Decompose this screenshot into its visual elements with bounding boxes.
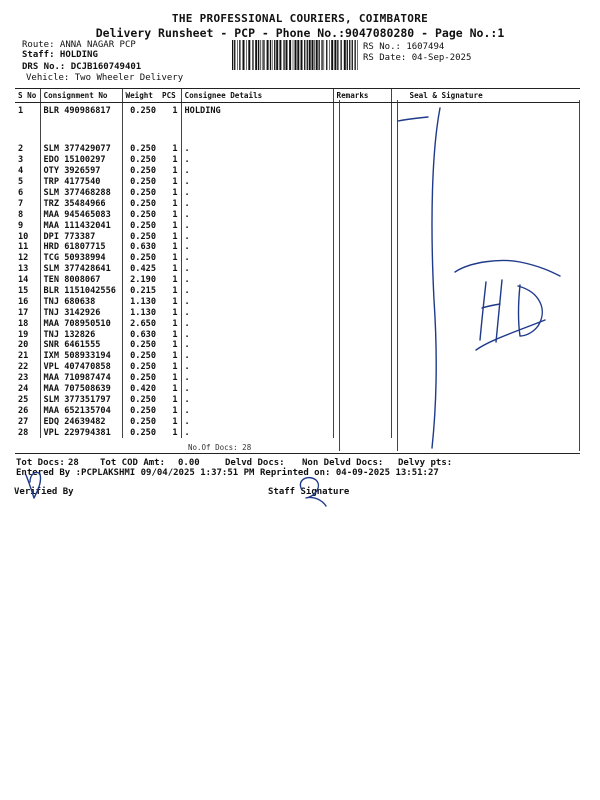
seal-cell (391, 362, 580, 373)
table-row (15, 416, 580, 427)
seal-cell (391, 307, 580, 318)
route-label: Route: ANNA NAGAR PCP (22, 40, 136, 50)
consignment-cell: MAA 707508639 (40, 384, 122, 395)
consignee-cell: . (181, 307, 333, 318)
remarks-cell (333, 242, 391, 253)
consignment-cell: HRD 61807715 (40, 242, 122, 253)
sno-cell: 22 (18, 362, 29, 373)
weight-cell: 1.130 (122, 307, 159, 318)
weight-cell: 0.250 (122, 198, 159, 209)
col-header-remarks: Remarks (333, 89, 391, 103)
consignment-cell: DPI 773387 (40, 231, 122, 242)
consignee-cell: . (181, 405, 333, 416)
pcs-cell: 1 (172, 242, 178, 253)
table-row (15, 220, 580, 231)
seal-cell (391, 416, 580, 427)
table-row (15, 384, 580, 395)
col-header-sno: S No (15, 89, 40, 103)
delvd-docs-label: Delvd Docs: (225, 458, 285, 468)
col-header-pcs: PCS (159, 89, 181, 103)
weight-cell: 2.650 (122, 318, 159, 329)
remarks-divider (339, 100, 340, 451)
consignee-cell: . (181, 427, 333, 438)
remarks-cell (333, 275, 391, 286)
consignee-cell: . (181, 155, 333, 166)
consignment-cell: SLM 377468288 (40, 188, 122, 199)
weight-cell: 0.420 (122, 384, 159, 395)
consignment-cell: BLR 490986817 (40, 103, 122, 145)
table-row (15, 177, 580, 188)
sno-cell: 14 (18, 275, 29, 286)
weight-cell: 0.250 (122, 427, 159, 438)
seal-cell (391, 373, 580, 384)
consignment-cell: TNJ 132826 (40, 329, 122, 340)
seal-cell (391, 318, 580, 329)
pcs-cell: 1 (172, 286, 178, 297)
sno-cell: 25 (18, 394, 29, 405)
table-row (15, 307, 580, 318)
pcs-cell: 1 (172, 209, 178, 220)
seal-cell (391, 177, 580, 188)
sno-cell: 23 (18, 373, 29, 384)
weight-cell: 0.250 (122, 220, 159, 231)
table-row (15, 329, 580, 340)
consignee-cell: . (181, 286, 333, 297)
tot-cod-label: Tot COD Amt: (100, 458, 166, 468)
weight-cell: 0.630 (122, 242, 159, 253)
reprinted-on: Reprinted on: 04-09-2025 13:51:27 (260, 468, 439, 478)
consignment-cell: EDO 15100297 (40, 155, 122, 166)
staff-signature: Staff Signature (268, 487, 350, 497)
consignment-cell: MAA 708950510 (40, 318, 122, 329)
remarks-cell (333, 394, 391, 405)
table-row (15, 394, 580, 405)
consignee-cell: . (181, 394, 333, 405)
seal-cell (391, 220, 580, 231)
weight-cell: 0.250 (122, 103, 159, 145)
consignment-cell: TCG 50938994 (40, 253, 122, 264)
consignee-cell: . (181, 198, 333, 209)
footer-rule (15, 453, 580, 454)
weight-cell: 0.630 (122, 329, 159, 340)
consignment-cell: MAA 652135704 (40, 405, 122, 416)
no-of-docs: No.Of Docs: 28 (188, 443, 252, 452)
remarks-cell (333, 296, 391, 307)
sno-cell: 7 (18, 198, 24, 209)
remarks-cell (333, 166, 391, 177)
weight-cell: 0.215 (122, 286, 159, 297)
pcs-cell: 1 (172, 373, 178, 384)
seal-cell (391, 144, 580, 155)
sno-cell: 18 (18, 318, 29, 329)
verified-by: Verified By (14, 487, 74, 497)
sno-cell: 13 (18, 264, 29, 275)
remarks-cell (333, 351, 391, 362)
consignee-cell: . (181, 351, 333, 362)
pcs-cell: 1 (172, 220, 178, 231)
remarks-cell (333, 405, 391, 416)
consignee-cell: . (181, 264, 333, 275)
weight-cell: 0.250 (122, 351, 159, 362)
consignment-cell: TNJ 3142926 (40, 307, 122, 318)
remarks-cell (333, 416, 391, 427)
runsheet-title: Delivery Runsheet - PCP - Phone No.:9047080280 - Page No.:1 (95, 26, 505, 40)
pcs-cell: 1 (172, 188, 178, 198)
pcs-cell: 1 (172, 362, 178, 373)
sno-cell: 11 (18, 242, 29, 253)
seal-cell (391, 198, 580, 209)
consignee-cell: . (181, 253, 333, 264)
sno-cell: 24 (18, 384, 29, 395)
sno-cell: 15 (18, 286, 29, 297)
remarks-cell (333, 318, 391, 329)
consignment-cell: TRZ 35484966 (40, 198, 122, 209)
right-border (579, 100, 580, 451)
col-header-consignment: Consignment No (40, 89, 122, 103)
sno-cell: 3 (18, 155, 24, 166)
remarks-cell (333, 362, 391, 373)
table-row (15, 155, 580, 166)
consignment-cell: MAA 945465083 (40, 209, 122, 220)
pcs-cell: 1 (172, 318, 178, 329)
table-row (15, 373, 580, 384)
sno-cell: 10 (18, 231, 29, 242)
seal-cell (391, 394, 580, 405)
weight-cell: 0.250 (122, 155, 159, 166)
consignee-cell: . (181, 373, 333, 384)
sno-cell: 8 (18, 209, 24, 220)
pcs-cell: 1 (172, 177, 178, 188)
remarks-cell (333, 373, 391, 384)
rs-number: RS No.: 1607494 (363, 42, 445, 52)
sno-cell: 21 (18, 351, 29, 362)
pcs-cell: 1 (172, 384, 178, 395)
remarks-cell (333, 307, 391, 318)
table-row (15, 275, 580, 286)
consignee-cell: . (181, 318, 333, 329)
consignment-table (15, 88, 580, 438)
seal-cell (391, 242, 580, 253)
weight-cell: 0.250 (122, 405, 159, 416)
sno-cell: 12 (18, 253, 29, 264)
drs-number: DRS No.: DCJB160749401 (22, 62, 142, 72)
consignment-cell: TNJ 680638 (40, 296, 122, 307)
consignee-cell: . (181, 177, 333, 188)
weight-cell: 0.250 (122, 394, 159, 405)
seal-cell (391, 275, 580, 286)
table-row (15, 242, 580, 253)
consignment-cell: MAA 710987474 (40, 373, 122, 384)
col-header-weight: Weight (122, 89, 159, 103)
sno-cell: 17 (18, 307, 29, 318)
vehicle-label: Vehicle: Two Wheeler Delivery (26, 73, 184, 83)
remarks-cell (333, 155, 391, 166)
col-header-seal-signature: Seal & Signature (391, 89, 580, 103)
table-row (15, 351, 580, 362)
consignment-cell: SLM 377429077 (40, 144, 122, 155)
consignee-cell: . (181, 340, 333, 351)
seal-cell (391, 427, 580, 438)
consignee-cell: . (181, 384, 333, 395)
consignee-cell: . (181, 231, 333, 242)
weight-cell: 0.250 (122, 188, 159, 199)
weight-cell: 2.190 (122, 275, 159, 286)
table-row (15, 144, 580, 155)
table-row (15, 427, 580, 438)
seal-cell (391, 264, 580, 275)
seal-cell (391, 253, 580, 264)
consignment-cell: VPL 229794381 (40, 427, 122, 438)
remarks-cell (333, 384, 391, 395)
remarks-cell (333, 220, 391, 231)
table-row (15, 264, 580, 275)
consignee-cell: . (181, 242, 333, 253)
seal-cell (391, 188, 580, 199)
seal-cell (391, 351, 580, 362)
pcs-cell: 1 (172, 275, 178, 286)
sno-cell: 20 (18, 340, 29, 351)
pcs-cell: 1 (172, 231, 178, 242)
consignee-cell: . (181, 416, 333, 427)
pcs-cell: 1 (172, 405, 178, 416)
sno-cell: 4 (18, 166, 24, 177)
delvy-pts-label: Delvy pts: (398, 458, 453, 468)
consignee-cell: . (181, 296, 333, 307)
seal-divider (397, 100, 398, 451)
seal-cell (391, 296, 580, 307)
barcode-icon (232, 40, 360, 70)
consignment-cell: OTY 3926597 (40, 166, 122, 177)
consignee-cell: . (181, 275, 333, 286)
weight-cell: 1.130 (122, 296, 159, 307)
remarks-cell (333, 427, 391, 438)
remarks-cell (333, 329, 391, 340)
weight-cell: 0.250 (122, 253, 159, 264)
remarks-cell (333, 198, 391, 209)
consignee-cell: HOLDING (181, 103, 333, 145)
entered-by: Entered By :PCPLAKSHMI 09/04/2025 1:37:51 PM (16, 468, 255, 478)
remarks-cell (333, 103, 391, 145)
sno-cell: 16 (18, 296, 29, 307)
table-row (15, 296, 580, 307)
remarks-cell (333, 177, 391, 188)
seal-cell (391, 384, 580, 395)
rs-date: RS Date: 04-Sep-2025 (363, 53, 472, 63)
weight-cell: 0.250 (122, 416, 159, 427)
sno-cell: 1 (18, 106, 24, 116)
consignment-cell: TRP 4177540 (40, 177, 122, 188)
non-delvd-docs-label: Non Delvd Docs: (302, 458, 384, 468)
remarks-cell (333, 209, 391, 220)
sno-cell: 19 (18, 329, 29, 340)
table-row (15, 318, 580, 329)
pcs-cell: 1 (172, 307, 178, 318)
table-row (15, 188, 580, 199)
table-row (15, 253, 580, 264)
seal-cell (391, 286, 580, 297)
pcs-cell: 1 (172, 166, 178, 177)
weight-cell: 0.250 (122, 166, 159, 177)
consignee-cell: . (181, 166, 333, 177)
pcs-cell: 1 (172, 394, 178, 405)
remarks-cell (333, 188, 391, 199)
consignment-cell: TEN 8008067 (40, 275, 122, 286)
pcs-cell: 1 (172, 340, 178, 351)
table-row (15, 231, 580, 242)
consignee-cell: . (181, 329, 333, 340)
staff-label: Staff: HOLDING (22, 50, 98, 60)
sno-cell: 6 (18, 188, 24, 198)
sno-cell: 26 (18, 405, 29, 416)
pcs-cell: 1 (172, 427, 178, 438)
seal-cell (391, 231, 580, 242)
pcs-cell: 1 (172, 351, 178, 362)
consignment-cell: SLM 377351797 (40, 394, 122, 405)
consignment-cell: IXM 508933194 (40, 351, 122, 362)
remarks-cell (333, 264, 391, 275)
table-row (15, 340, 580, 351)
pcs-cell: 1 (172, 106, 178, 116)
seal-cell (391, 405, 580, 416)
sno-cell: 28 (18, 427, 29, 438)
tot-docs-label: Tot Docs: (16, 458, 65, 468)
remarks-cell (333, 231, 391, 242)
consignment-cell: SNR 6461555 (40, 340, 122, 351)
table-row (15, 198, 580, 209)
remarks-cell (333, 144, 391, 155)
seal-cell (391, 209, 580, 220)
pcs-cell: 1 (172, 329, 178, 340)
table-header-row (15, 89, 580, 103)
weight-cell: 0.250 (122, 209, 159, 220)
col-header-consignee: Consignee Details (181, 89, 333, 103)
company-name: THE PROFESSIONAL COURIERS, COIMBATORE (171, 12, 429, 25)
consignment-cell: MAA 111432041 (40, 220, 122, 231)
weight-cell: 0.250 (122, 144, 159, 155)
weight-cell: 0.250 (122, 362, 159, 373)
weight-cell: 0.250 (122, 177, 159, 188)
consignment-cell: VPL 407470858 (40, 362, 122, 373)
remarks-cell (333, 253, 391, 264)
consignment-cell: SLM 377428641 (40, 264, 122, 275)
table-row (15, 209, 580, 220)
sno-cell: 9 (18, 220, 24, 231)
table-row (15, 405, 580, 416)
seal-cell (391, 103, 580, 145)
consignment-cell: BLR 1151042556 (40, 286, 122, 297)
sno-cell: 5 (18, 177, 24, 188)
seal-cell (391, 340, 580, 351)
consignee-cell: . (181, 144, 333, 155)
tot-docs-value: 28 (68, 458, 79, 468)
pcs-cell: 1 (172, 144, 178, 155)
consignee-cell: . (181, 220, 333, 231)
seal-cell (391, 329, 580, 340)
pcs-cell: 1 (172, 416, 178, 427)
table-row (15, 362, 580, 373)
weight-cell: 0.425 (122, 264, 159, 275)
pcs-cell: 1 (172, 264, 178, 275)
remarks-cell (333, 340, 391, 351)
weight-cell: 0.250 (122, 340, 159, 351)
tot-cod-value: 0.00 (178, 458, 200, 468)
table-row (15, 166, 580, 177)
table-row (15, 286, 580, 297)
consignment-cell: EDQ 24639482 (40, 416, 122, 427)
pcs-cell: 1 (172, 155, 178, 166)
remarks-cell (333, 286, 391, 297)
consignee-cell: . (181, 209, 333, 220)
sno-cell: 27 (18, 416, 29, 427)
seal-cell (391, 166, 580, 177)
pcs-cell: 1 (172, 296, 178, 307)
seal-cell (391, 155, 580, 166)
sno-cell: 2 (18, 144, 24, 155)
consignee-cell: . (181, 188, 333, 199)
consignee-cell: . (181, 362, 333, 373)
weight-cell: 0.250 (122, 373, 159, 384)
weight-cell: 0.250 (122, 231, 159, 242)
pcs-cell: 1 (172, 198, 178, 209)
table-row (15, 103, 580, 145)
pcs-cell: 1 (172, 253, 178, 264)
